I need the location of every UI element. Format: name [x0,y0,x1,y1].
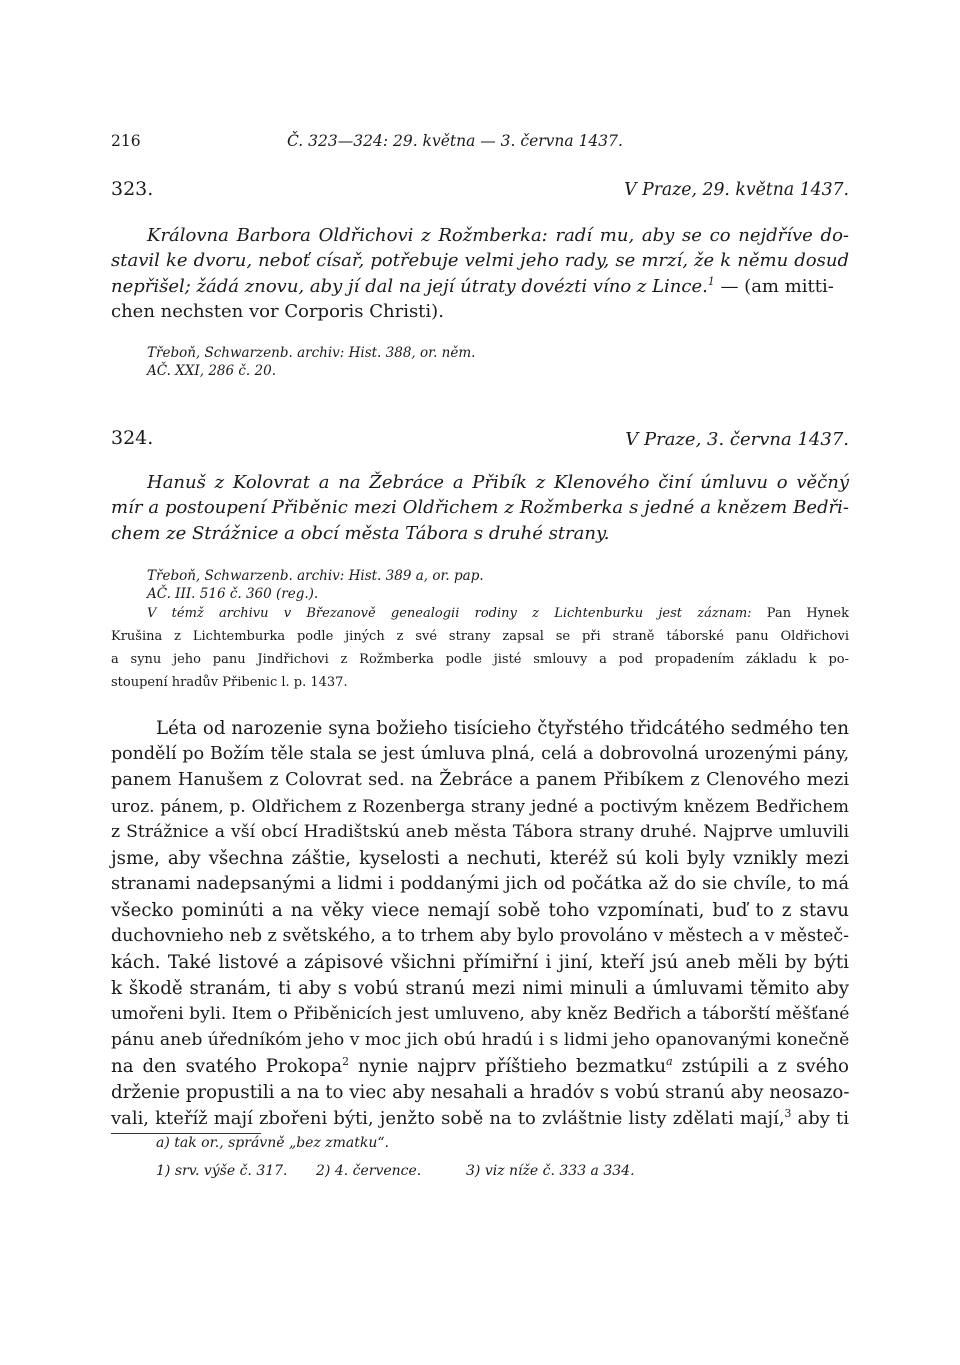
doc-324-source-2: AČ. III. 516 č. 360 (reg.). [147,586,319,602]
text-line-16-b: aby ti [791,1108,849,1129]
text-line-12: umořeni byli. Item o Přiběnicích jest umluveno, aby kněz Bedřich a táborští měšťané [111,1004,850,1024]
doc-324-note-line-2: Krušina z Lichtemburka podle jiných z své strany zapsal se při straně táborské panu Oldřichovi [111,629,849,644]
text-line-1: Léta od narozenie syna božieho tisícieho čtyřstého třidcátého sedmého ten [156,718,849,739]
doc-324-place-date: V Praze, 3. června 1437. [625,429,849,450]
doc-324-regest-line-2: mír a postoupení Přiběnic mezi Oldřichem z Rožmberka s jedné a knězem Bedři- [111,497,849,518]
footnote-ref-3: 3 [784,1107,792,1121]
text-line-16-a: vali, kteříž mají zbořeni býti, jenžto sobě na to zvláštnie listy zdělati mají, [111,1108,785,1129]
doc-number-324: 324. [111,427,154,449]
text-line-8: všecko pominúti a na věky viece nemají sobě toho vzpomínati, buď to z stavu [111,900,849,921]
text-line-16 [111,1108,849,1129]
text-line-14-a: na den svatého Prokopa [111,1056,343,1077]
text-line-14-b: nynie najprv příštieho bezmatku [349,1056,667,1077]
text-line-6: jsme, aby všechna záštie, kyselosti a nechuti, kteréž sú koli byly vznikly mezi [111,848,849,869]
text-line-4: uroz. pánem, p. Oldřichem z Rozenberga strany jedné a poctivým knězem Bedřichem [111,796,849,816]
doc-323-regest-line-3 [111,276,849,297]
doc-324-note-line-4: stoupení hradův Přibenic l. p. 1437. [111,675,348,690]
text-line-3: panem Hanušem z Colovrat sed. na Žebráce a panem Přibíkem z Clenového mezi [111,770,849,790]
doc-324-source-1: Třeboň, Schwarzenb. archiv: Hist. 389 a, or. pap. [147,568,484,584]
page-number: 216 [111,132,141,150]
page-header [111,132,849,158]
footnote-ref-a: a [666,1054,673,1068]
doc-324-regest-line-3: chem ze Strážnice a obcí města Tábora s druhé strany. [111,523,610,544]
footnote-ref-1: 1 [707,275,715,288]
text-line-7: stranami nadepsanými a lidmi i poddanými jich od počátka až do sie chvíle, to má [111,874,849,894]
doc-323-regest-line-3-text: nepřišel; žádá znovu, aby jí dal na její útraty dovézti víno z Lince. [111,276,708,297]
text-line-14 [111,1056,849,1077]
doc-324-note-line-3: a synu jeho panu Jindřichovi z Rožmberka podle jisté smlouvy a pod propadením základu k po- [111,652,849,667]
doc-324-note-line-1 [147,606,849,621]
doc-number-323: 323. [111,178,154,200]
doc-323-place-date: V Praze, 29. května 1437. [624,180,849,200]
doc-323-source-1: Třeboň, Schwarzenb. archiv: Hist. 388, or. něm. [147,345,476,361]
text-line-2: pondělí po Božím těle stala se jest úmluva plná, celá a dobrovolná urozenými pány, [111,744,849,764]
doc-323-source-2: AČ. XXI, 286 č. 20. [147,363,276,379]
text-line-14-c: zstúpili a z svého [672,1056,850,1077]
footnote-1: 1) srv. výše č. 317. [156,1163,288,1179]
footnote-divider [111,1133,261,1134]
text-line-5: z Strážnice a vší obcí Hradištskú aneb města Tábora strany druhé. Najprve umluvili [111,822,849,842]
footnote-ref-2: 2 [342,1054,350,1068]
text-line-13: pánu aneb úředníkóm jeho v moc jich obú hradú i s lidmi jeho opanovanými konečně [111,1030,850,1050]
footnote-3: 3) viz níže č. 333 a 334. [466,1163,635,1179]
text-line-9: duchovnieho neb z světského, a to trhem aby bylo provoláno v městech a v městeč- [111,926,849,946]
doc-323-regest-line-4: chen nechsten vor Corporis Christi). [111,301,444,322]
doc-323-regest-line-2: stavil ke dvoru, neboť císař, potřebuje velmi jeho rady, se mrzí, že k němu dosud [111,250,849,271]
doc-323-regest-line-1: Královna Barbora Oldřichovi z Rožmberka: radí mu, aby se co nejdříve do- [147,225,849,246]
doc-323-regest-tail: — (am mitti- [714,276,834,297]
text-line-15: drženie propustili a na to viec aby nesahali a hradóv s vobú stranú aby neosazo- [111,1082,850,1103]
doc-324-regest-line-1: Hanuš z Kolovrat a na Žebráce a Přibík z Klenového činí úmluvu o věčný [147,472,849,493]
text-line-11: k škodě stranám, ti aby s vobú stranú mezi nimi minuli a úmluvami těmito aby [111,978,849,999]
footnote-2: 2) 4. července. [316,1163,422,1179]
text-line-10: kách. Také listové a zápisové všichni přímiřní i jiní, kteří jsú aneb měli by býti [111,952,849,973]
doc-324-note-upright: Pan Hynek [751,606,849,621]
doc-324-note-italic: V témž archivu v Březanově genealogii rodiny z Lichtenburku jest záznam: [147,606,752,621]
footnote-a: a) tak or., správně „bez zmatku“. [156,1135,390,1151]
running-title: Č. 323—324: 29. května — 3. června 1437. [287,132,623,150]
